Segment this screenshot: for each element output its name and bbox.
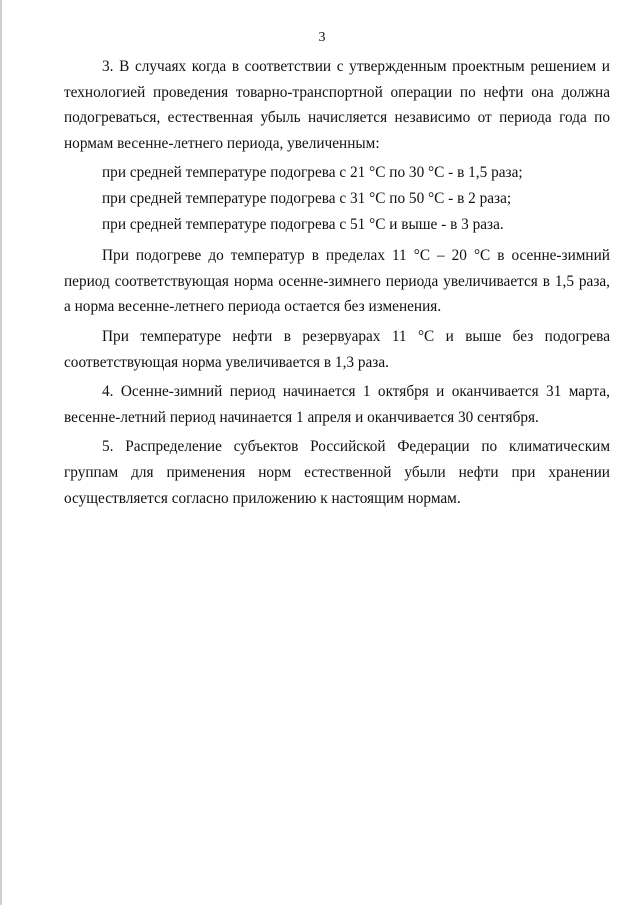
list-item-heating-31-50: при средней температуре подогрева с 31 °С по 50 °С - в 2 раза; [102,189,512,207]
list-item-heating-21-30: при средней температуре подогрева с 21 °С по 30 °С - в 1,5 раза; [102,164,523,182]
paragraph-tank-temperature: При температуре нефти в резервуарах 11 °С и выше без подогрева соответствующая норма увеличивается в 1,3 раза. [64,327,610,371]
list-item-heating-51-plus: при средней температуре подогрева с 51 °С и выше - в 3 раза. [102,215,504,233]
page-number: 3 [318,30,326,45]
paragraph-4: 4. Осенне-зимний период начинается 1 октября и оканчивается 31 марта, весенне-летний период начинается 1 апреля и оканчивается 30 сентября. [64,383,610,426]
paragraph-5: 5. Распределение субъектов Российской Федерации по климатическим группам для применения норм естественной убыли нефти при хранении осуществляется согласно приложению к настоящим нормам. [64,438,610,507]
paragraph-3: 3. В случаях когда в соответствии с утвержденным проектным решением и технологией проведения товарно-транспортной операции по нефти она должна подогреваться, естественная убыль начисляется независимо от периода года по нормам весенне-летнего периода, увеличенным: [64,58,610,152]
paragraph-heating-autumn-winter: При подогреве до температур в пределах 11 °С – 20 °С в осенне-зимний период соответствующая норма осенне-зимнего периода увеличивается в 1,5 раза, а норма весенне-летнего периода остается без изменения. [64,247,610,316]
document-body [64,54,610,515]
